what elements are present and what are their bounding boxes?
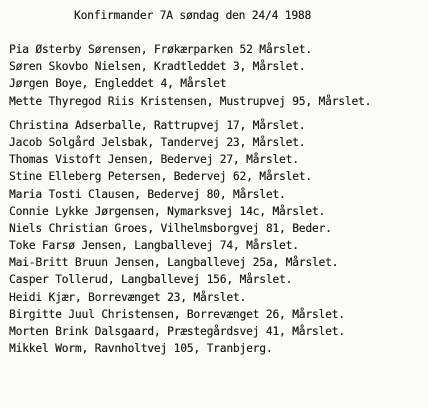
list-item: Søren Skovbo Nielsen, Kradtleddet 3, Mårslet. <box>9 60 306 74</box>
list-item: Mikkel Worm, Ravnholtvej 105, Tranbjerg. <box>9 342 273 356</box>
list-item: Heidi Kjær, Borrevænget 23, Mårslet. <box>9 290 247 304</box>
list-item: Morten Brink Dalsgaard, Præstegårdsvej 41, Mårslet. <box>9 325 345 338</box>
list-item: Niels Christian Groes, Vilhelmsborgvej 81, Beder. <box>9 221 332 235</box>
list-item: Connie Lykke Jørgensen, Nymarksvej 14c, Mårslet. <box>9 204 326 218</box>
list-item: Thomas Vistoft Jensen, Bedervej 27, Mårslet. <box>9 153 299 167</box>
list-item: Christina Adserballe, Rattrupvej 17, Mårslet. <box>9 118 306 132</box>
list-item: Mai-Britt Bruun Jensen, Langballevej 25a, Mårslet. <box>9 256 339 270</box>
list-item: Jørgen Boye, Engleddet 4, Mårslet <box>9 77 227 91</box>
list-item: Toke Farsø Jensen, Langballevej 74, Mårslet. <box>9 239 299 253</box>
list-item: Casper Tollerud, Langballevej 156, Mårslet. <box>9 273 293 287</box>
list-item: Birgitte Juul Christensen, Borrevænget 26, Mårslet. <box>9 307 345 321</box>
list-item: Maria Tosti Clausen, Bedervej 80, Mårslet. <box>9 187 286 201</box>
list-item: Jacob Solgård Jelsbak, Tandervej 23, Mårslet. <box>9 135 306 149</box>
list-item: Stine Elleberg Petersen, Bedervej 62, Mårslet. <box>9 170 312 184</box>
confirmand-list <box>9 41 428 357</box>
list-item: Mette Thyregod Riis Kristensen, Mustrupvej 95, Mårslet. <box>9 94 372 108</box>
page-title: Konfirmander 7A søndag den 24/4 1988 <box>74 9 312 22</box>
list-item: Pia Østerby Sørensen, Frøkærparken 52 Mårslet. <box>9 43 312 56</box>
